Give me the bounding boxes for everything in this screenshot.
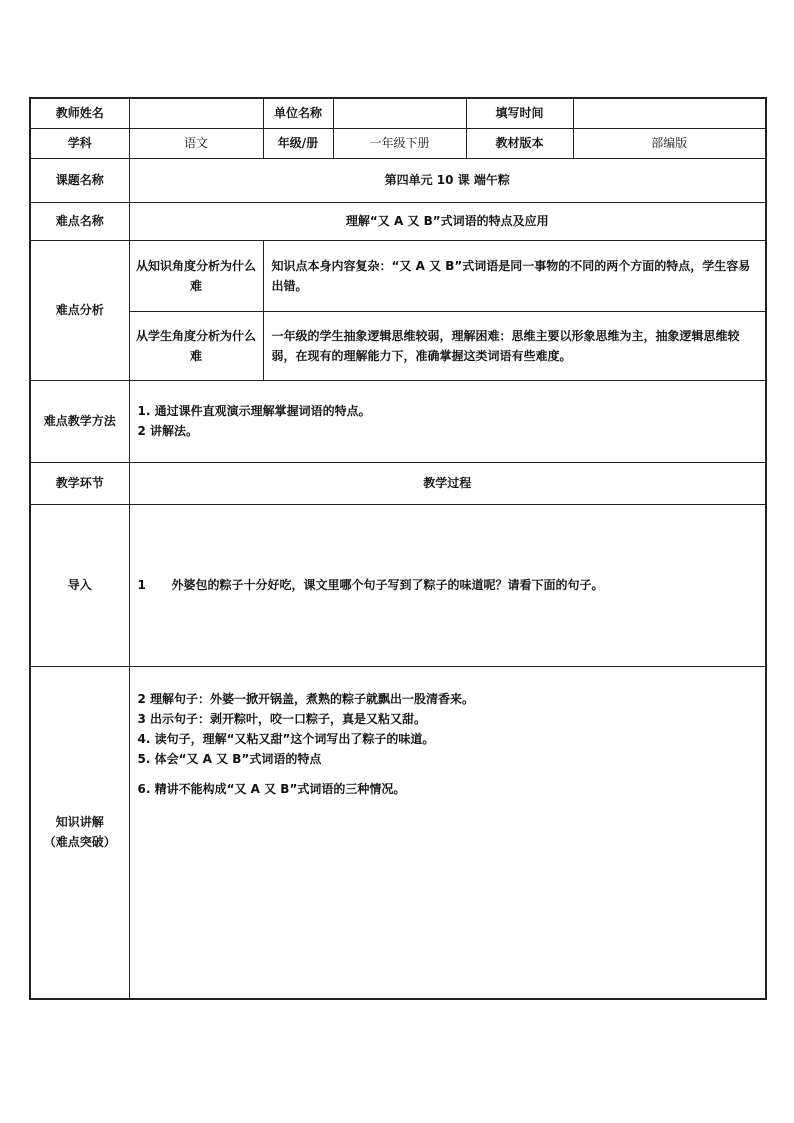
difficulty-analysis-label: 难点分析 (30, 240, 129, 380)
unit-name-label: 单位名称 (263, 98, 333, 128)
subject-value: 语文 (129, 128, 263, 158)
lesson-title-value: 第四单元 10 课 端午粽 (129, 158, 766, 202)
lesson-title-label: 课题名称 (30, 158, 129, 202)
teaching-method-content (129, 380, 766, 462)
teaching-stage-label: 教学环节 (30, 462, 129, 504)
student-angle-text: 一年级的学生抽象逻辑思维较弱，理解困难：思维主要以形象思维为主，抽象逻辑思维较弱，在现有的理解能力下，准确掌握这类词语有些难度。 (263, 311, 766, 380)
lesson-title-row (30, 158, 766, 202)
subject-label: 学科 (30, 128, 129, 158)
edition-label: 教材版本 (466, 128, 573, 158)
edition-value: 部编版 (573, 128, 766, 158)
explanation-row (30, 666, 766, 999)
explanation-content (129, 666, 766, 999)
fill-date-label: 填写时间 (466, 98, 573, 128)
method-line-1: 1. 通过课件直观演示理解掌握词语的特点。 (137, 404, 371, 418)
knowledge-angle-text: 知识点本身内容复杂：“又 A 又 B”式词语是同一事物的不同的两个方面的特点，学生容易出错。 (263, 240, 766, 311)
teaching-method-row (30, 380, 766, 462)
grade-value: 一年级下册 (333, 128, 466, 158)
explanation-line-5: 5. 体会“又 A 又 B”式词语的特点 (137, 751, 322, 766)
difficulty-name-value: 理解“又 A 又 B”式词语的特点及应用 (129, 202, 766, 240)
explanation-line-6: 6. 精讲不能构成“又 A 又 B”式词语的三种情况。 (137, 781, 406, 796)
unit-name-field[interactable] (333, 98, 466, 128)
teacher-name-field[interactable] (129, 98, 263, 128)
student-angle-label: 从学生角度分析为什么难 (129, 311, 263, 380)
info-row (30, 128, 766, 158)
lesson-plan-table (29, 97, 767, 1000)
explanation-line-3: 3 出示句子：剥开粽叶，咬一口粽子，真是又粘又甜。 (137, 711, 427, 726)
method-line-2: 2 讲解法。 (137, 424, 199, 438)
teacher-name-label: 教师姓名 (30, 98, 129, 128)
intro-number: 1 (137, 578, 146, 592)
explanation-line-2: 2 理解句子：外婆一掀开锅盖，煮熟的粽子就飘出一股清香来。 (137, 691, 475, 706)
knowledge-analysis-row (30, 240, 766, 311)
explanation-label-line-2: （难点突破） (43, 835, 116, 850)
student-analysis-row (30, 311, 766, 380)
difficulty-name-row (30, 202, 766, 240)
grade-label: 年级/册 (263, 128, 333, 158)
process-header-row (30, 462, 766, 504)
explanation-label (30, 666, 129, 999)
intro-text: 外婆包的粽子十分好吃，课文里哪个句子写到了粽子的味道呢？请看下面的句子。 (171, 578, 604, 592)
difficulty-name-label: 难点名称 (30, 202, 129, 240)
teaching-process-label: 教学过程 (129, 462, 766, 504)
intro-row (30, 504, 766, 666)
fill-date-field[interactable] (573, 98, 766, 128)
explanation-label-line-1: 知识讲解 (55, 815, 104, 830)
intro-label: 导入 (30, 504, 129, 666)
header-row (30, 98, 766, 128)
knowledge-angle-label: 从知识角度分析为什么难 (129, 240, 263, 311)
teaching-method-label: 难点教学方法 (30, 380, 129, 462)
explanation-line-4: 4. 读句子，理解“又粘又甜”这个词写出了粽子的味道。 (137, 731, 435, 746)
intro-content (129, 504, 766, 666)
lesson-plan-sheet (29, 97, 767, 1000)
